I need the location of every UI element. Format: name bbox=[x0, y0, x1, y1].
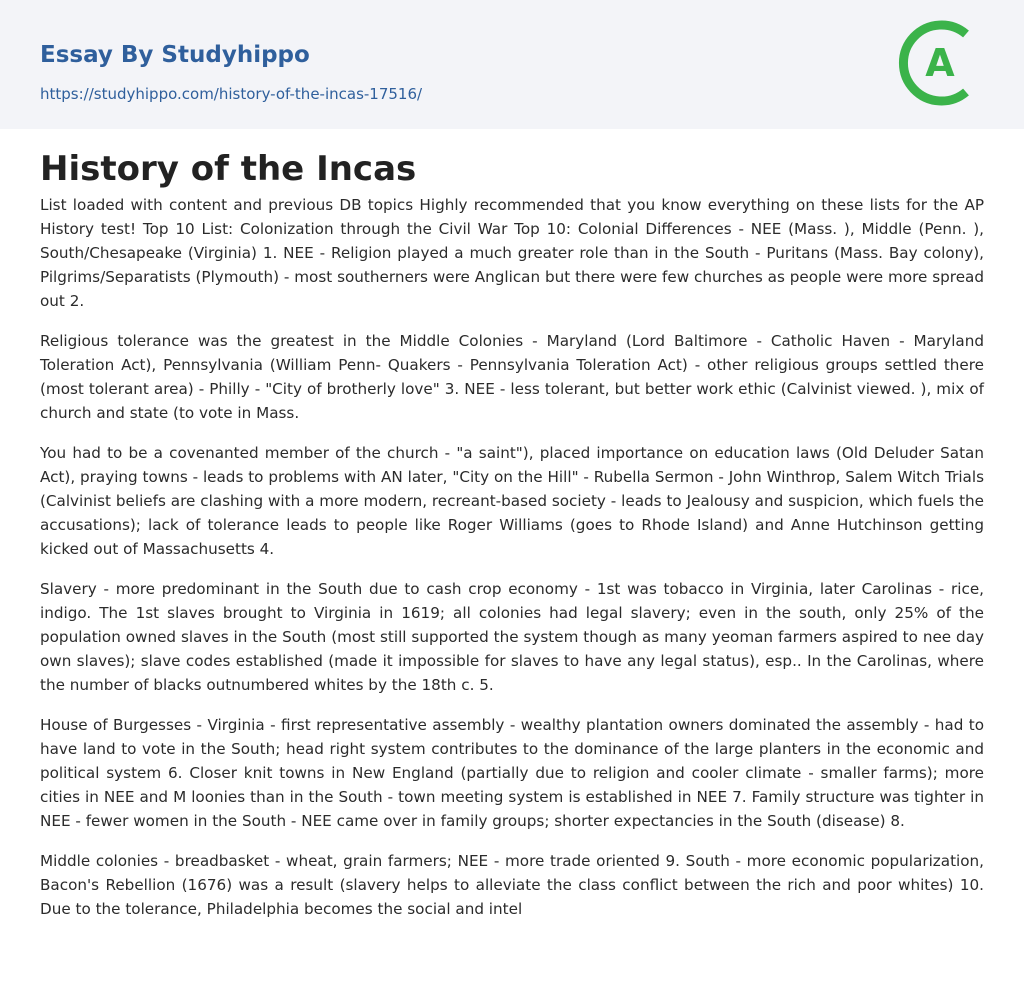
essay-paragraph: You had to be a covenanted member of the church - "a saint"), placed importance on education laws (Old Deluder Satan Act), praying towns - leads to problems with AN later, "City on the Hill" - Rubella Sermon - John Winthrop, Salem Witch Trials (Calvinist beliefs are clashing with a more modern, recreant-based society - leads to Jealousy and suspicion, which fuels the accusations); lack of tolerance leads to people like Roger Williams (goes to Rhode Island) and Anne Hutchinson getting kicked out of Massachusetts 4. bbox=[40, 444, 984, 558]
essay-url-link[interactable]: https://studyhippo.com/history-of-the-incas-17516/ bbox=[40, 85, 423, 103]
page-title: History of the Incas bbox=[40, 149, 417, 189]
essay-content bbox=[0, 129, 1024, 921]
logo-letter: A bbox=[925, 41, 955, 85]
brand-title[interactable]: Essay By Studyhippo bbox=[40, 42, 310, 68]
studyhippo-logo-icon[interactable] bbox=[898, 19, 986, 107]
essay-paragraph: House of Burgesses - Virginia - first representative assembly - wealthy plantation owners dominated the assembly - had to have land to vote in the South; head right system contributes to the dominance of the large planters in the economic and political system 6. Closer knit towns in New England (partially due to religion and cooler climate - smaller farms); more cities in NEE and M loonies than in the South - town meeting system is established in NEE 7. Family structure was tighter in NEE - fewer women in the South - NEE came over in family groups; shorter expectancies in the South (disease) 8. bbox=[40, 716, 984, 830]
essay-paragraph: List loaded with content and previous DB topics Highly recommended that you know everything on these lists for the AP History test! Top 10 List: Colonization through the Civil War Top 10: Colonial Differences - NEE (Mass. ), Middle (Penn. ), South/Chesapeake (Virginia) 1. NEE - Religion played a much greater role than in the South - Puritans (Mass. Bay colony), Pilgrims/Separatists (Plymouth) - most southerners were Anglican but there were few churches as people were more spread out 2. bbox=[40, 196, 984, 310]
site-header bbox=[0, 0, 1024, 129]
essay-paragraph: Slavery - more predominant in the South due to cash crop economy - 1st was tobacco in Virginia, later Carolinas - rice, indigo. The 1st slaves brought to Virginia in 1619; all colonies had legal slavery; even in the south, only 25% of the population owned slaves in the South (most still supported the system though as many yeoman farmers aspired to nee day own slaves); slave codes established (made it impossible for slaves to have any legal status), esp.. In the Carolinas, where the number of blacks outnumbered whites by the 18th c. 5. bbox=[40, 580, 984, 694]
essay-paragraph: Middle colonies - breadbasket - wheat, grain farmers; NEE - more trade oriented 9. South - more economic popularization, Bacon's Rebellion (1676) was a result (slavery helps to alleviate the class conflict between the rich and poor whites) 10. Due to the tolerance, Philadelphia becomes the social and intel bbox=[40, 852, 984, 918]
essay-paragraph: Religious tolerance was the greatest in the Middle Colonies - Maryland (Lord Baltimore - Catholic Haven - Maryland Toleration Act), Pennsylvania (William Penn- Quakers - Pennsylvania Toleration Act) - other religious groups settled there (most tolerant area) - Philly - "City of brotherly love" 3. NEE - less tolerant, but better work ethic (Calvinist viewed. ), mix of church and state (to vote in Mass. bbox=[40, 332, 984, 422]
